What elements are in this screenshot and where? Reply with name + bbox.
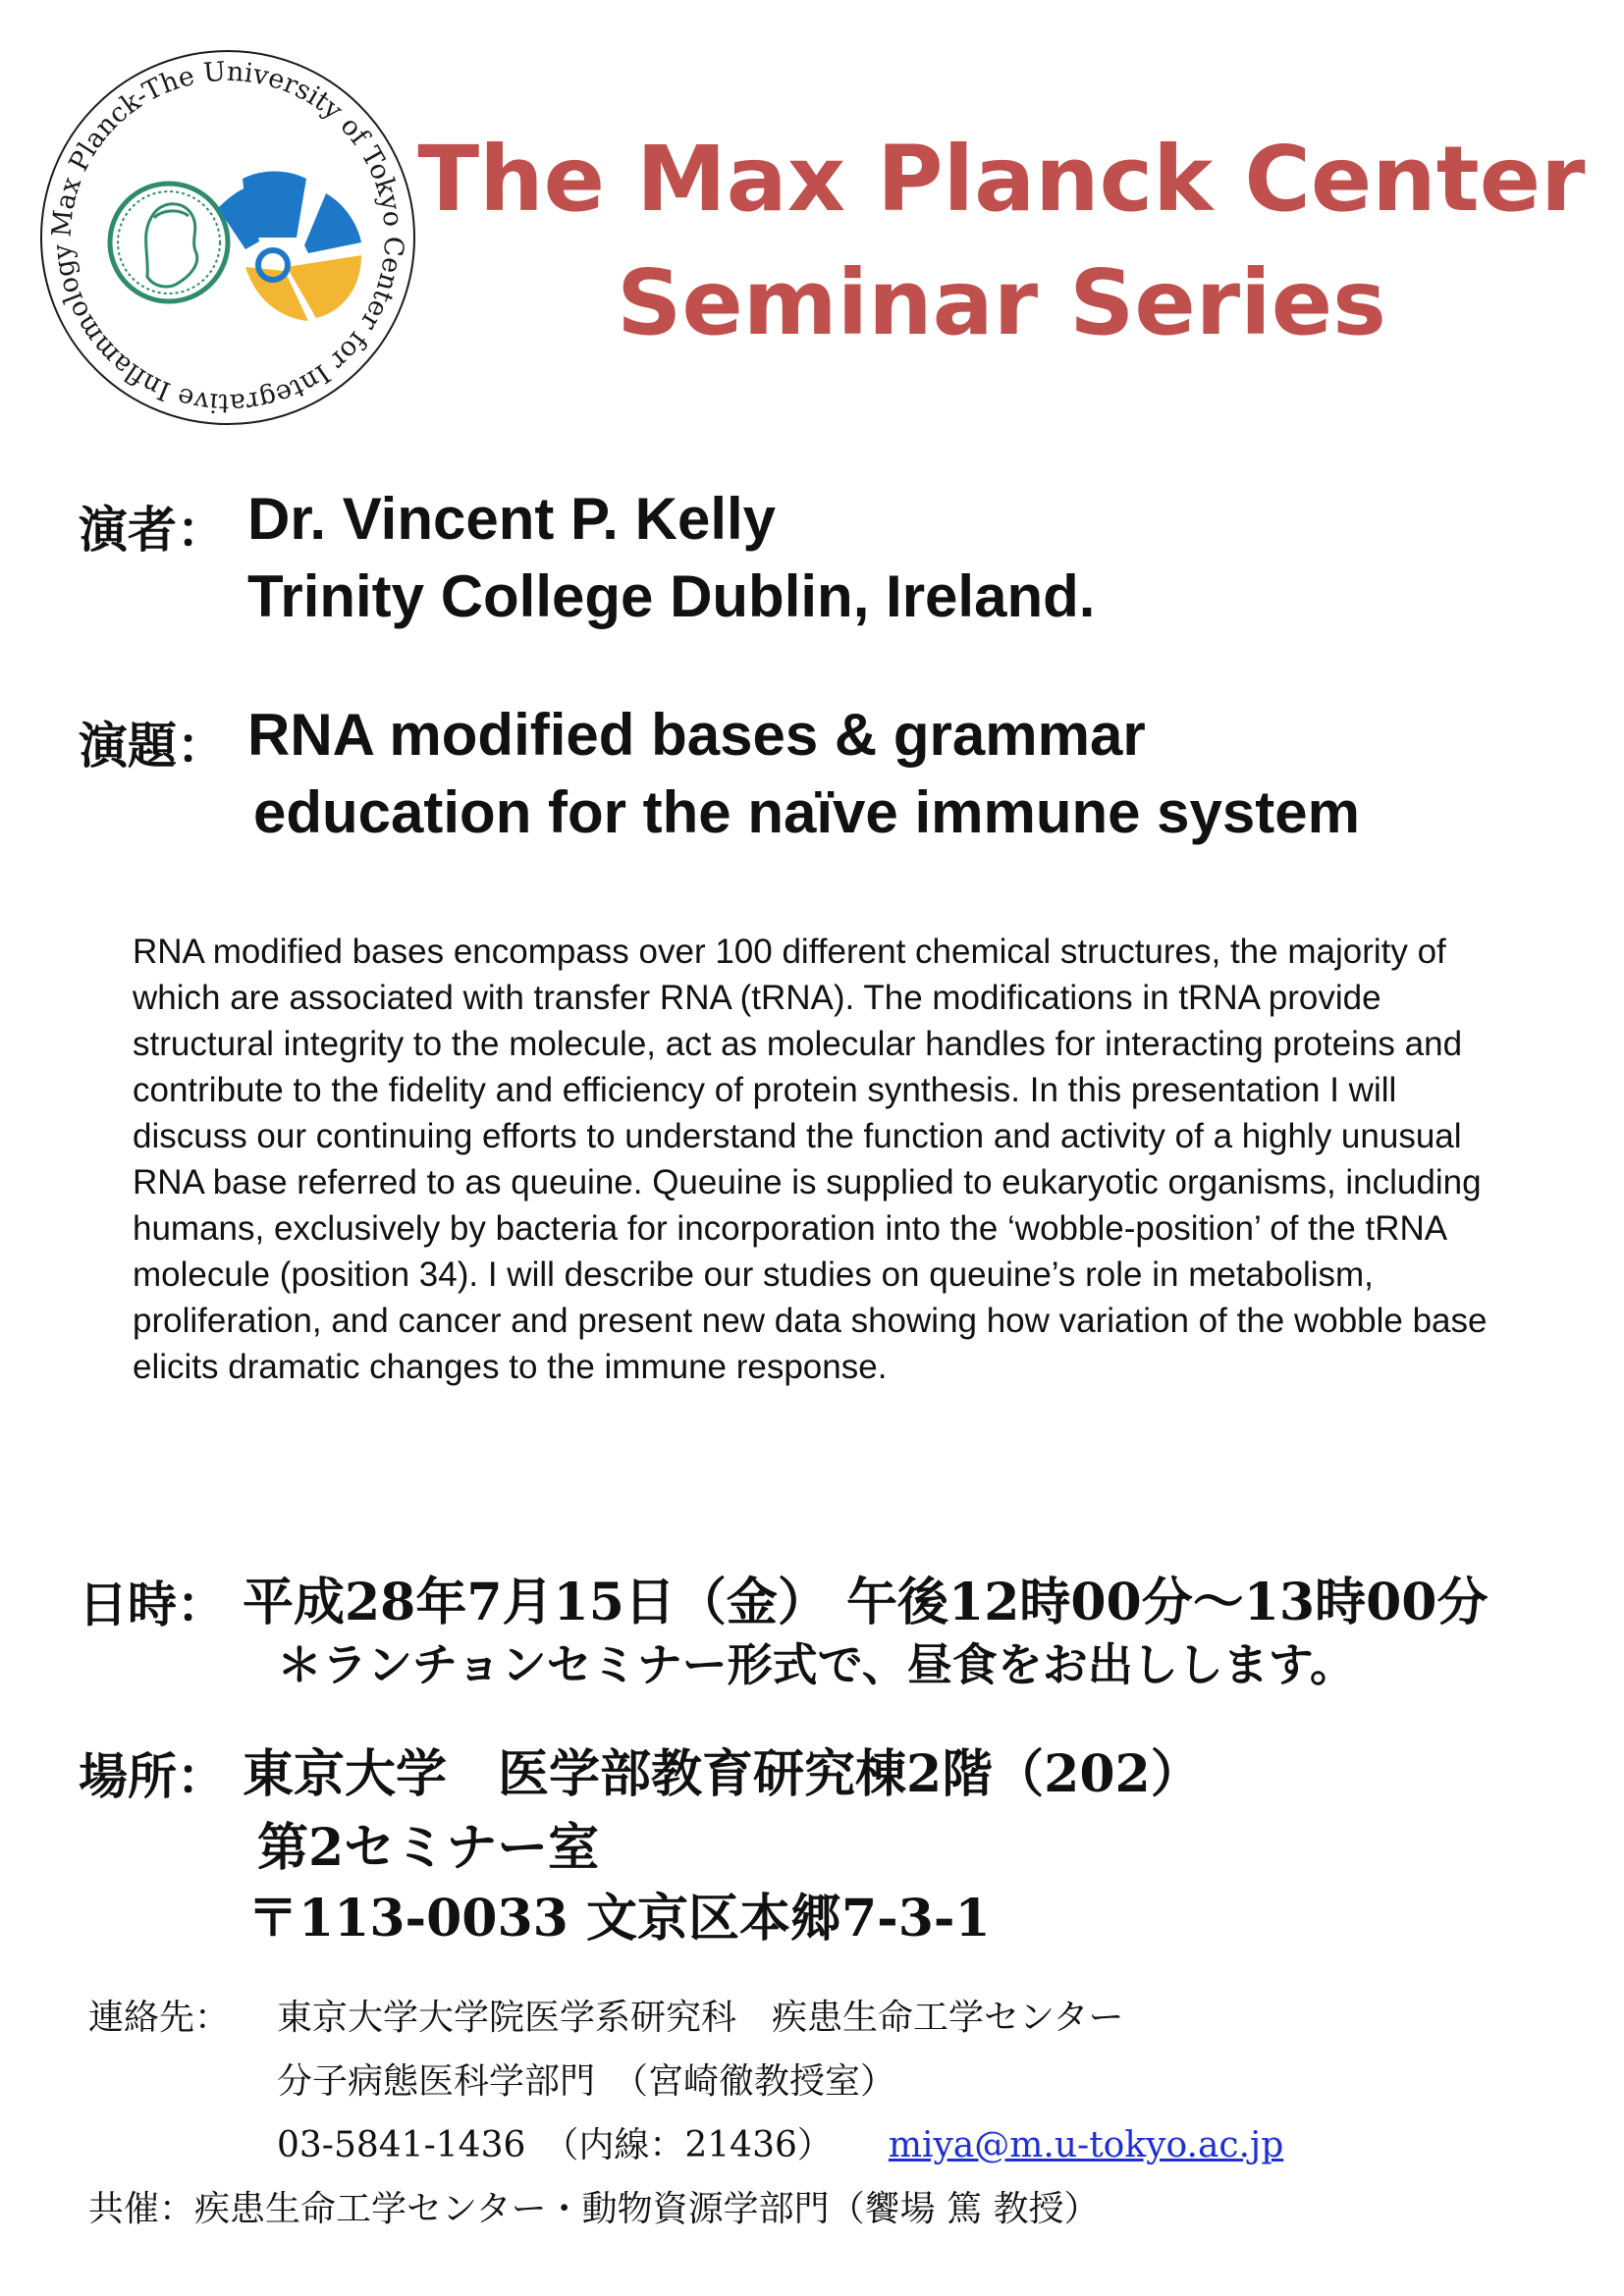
title-line-2: Seminar Series — [617, 250, 1386, 355]
contact-line-1: 東京大学大学院医学系研究科 疾患生命工学センター — [277, 1998, 1124, 2038]
datetime-label: 日時： — [79, 1576, 226, 1633]
cohost-label: 共催： — [88, 2189, 195, 2229]
venue-label: 場所： — [79, 1748, 226, 1805]
cohost-line — [88, 2181, 1099, 2231]
venue-line-1: 東京大学 医学部教育研究棟2階（202） — [243, 1744, 1202, 1804]
speaker-affiliation: Trinity College Dublin, Ireland. — [247, 563, 1096, 629]
talk-title-line-2: education for the naïve immune system — [253, 779, 1360, 845]
venue-address: 〒113-0033 文京区本郷7-3-1 — [247, 1889, 991, 1949]
contact-phone: 03-5841-1436 （内線：21436） — [277, 2125, 833, 2165]
max-planck-seal-icon — [110, 184, 228, 301]
speaker-label: 演者： — [79, 502, 226, 559]
seminar-series-title — [403, 118, 1600, 365]
talk-title-label: 演題： — [79, 718, 226, 774]
lunch-note: ＊ランチョンセミナー形式で、昼食をお出しします。 — [277, 1638, 1356, 1691]
datetime-value: 平成28年7月15日（金） 午後12時00分～13時00分 — [243, 1573, 1489, 1632]
center-logo — [31, 31, 424, 444]
contact-phone-row — [277, 2117, 1283, 2167]
title-line-1: The Max Planck Center — [417, 127, 1586, 232]
venue-line-2: 第2セミナー室 — [257, 1818, 600, 1878]
logo-ring-text: Max Planck-The University of Tokyo Center for Integrative Inflammology — [46, 56, 409, 419]
contact-email-link[interactable]: miya@m.u-tokyo.ac.jp — [888, 2125, 1284, 2165]
logo-emblem — [31, 31, 424, 444]
ginkgo-leaf-icon — [218, 172, 361, 322]
abstract-paragraph: RNA modified bases encompass over 100 different chemical structures, the majority of which are associated with transfer RNA (tRNA). The modifications in tRNA provide structural integrity to the molecule, act as molecular handles for interacting proteins and contribute to the fidelity and efficiency of protein synthesis. In this presentation I will discuss our continuing efforts to understand the function and activity of a highly unusual RNA base referred to as queuine. Queuine is supplied to eukaryotic organisms, including humans, exclusively by bacteria for incorporation into the ‘wobble-position’ of the tRNA molecule (position 34). I will describe our studies on queuine’s role in metabolism, proliferation, and cancer and present new data showing how variation of the wobble base elicits dramatic changes to the immune response. — [133, 933, 1488, 1386]
talk-title-line-1: RNA modified bases & grammar — [247, 702, 1146, 768]
speaker-name: Dr. Vincent P. Kelly — [247, 486, 777, 552]
contact-label: 連絡先： — [88, 1998, 231, 2038]
contact-line-2: 分子病態医科学部門 （宮崎徹教授室） — [277, 2061, 896, 2102]
cohost-value: 疾患生命工学センター・動物資源学部門（饗場 篤 教授） — [194, 2189, 1100, 2229]
